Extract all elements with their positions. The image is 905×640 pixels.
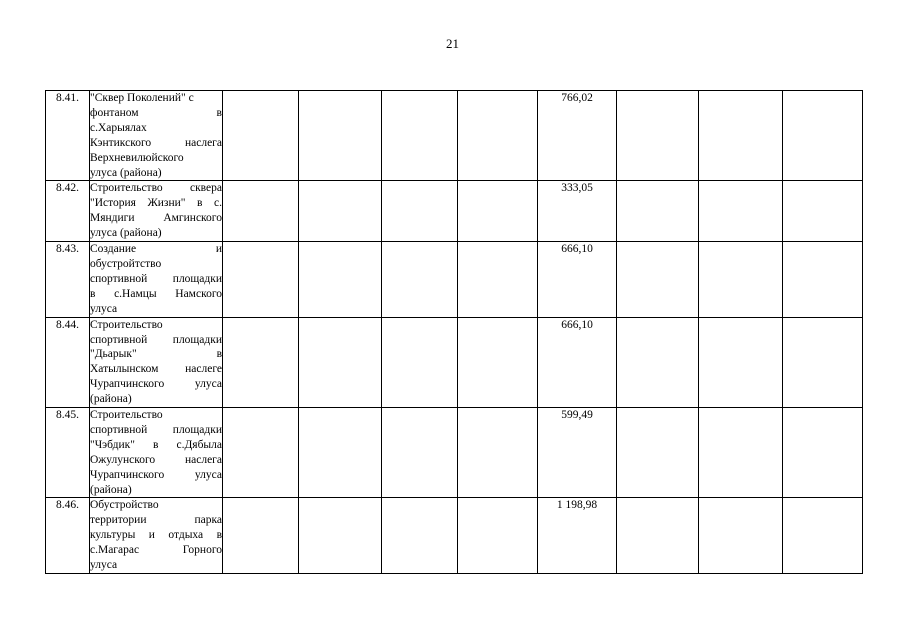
object-name [90, 91, 223, 181]
amount-cell: 766,02 [538, 91, 617, 181]
object-name-line: Чурапчинского улуса [90, 468, 222, 481]
object-name-line: фонтаном в [90, 106, 222, 119]
empty-cell [699, 242, 783, 318]
empty-cell [223, 408, 299, 498]
empty-cell [617, 498, 699, 574]
empty-cell [223, 317, 299, 407]
object-name-line: Верхневилюйского [90, 151, 184, 164]
empty-cell [617, 242, 699, 318]
empty-cell [223, 91, 299, 181]
empty-cell [299, 498, 382, 574]
table-body [46, 91, 863, 574]
table-row [46, 317, 863, 407]
empty-cell [299, 242, 382, 318]
object-name-line: с.Харыялах [90, 121, 147, 134]
object-name-line: Строительство [90, 409, 163, 422]
object-name-line: спортивной площадки [90, 423, 222, 436]
row-number: 8.43. [46, 242, 90, 318]
object-name-line: "Дьарык" в [90, 348, 222, 361]
object-name-line: (района) [90, 393, 132, 406]
empty-cell [783, 181, 863, 242]
object-name-line: Кэнтикского наслега [90, 136, 222, 149]
row-number: 8.41. [46, 91, 90, 181]
empty-cell [382, 408, 458, 498]
empty-cell [299, 408, 382, 498]
row-number: 8.45. [46, 408, 90, 498]
empty-cell [617, 91, 699, 181]
table-row [46, 498, 863, 574]
object-name-line: Ожулунского наслега [90, 453, 222, 466]
object-name-line: спортивной площадки [90, 272, 222, 285]
row-number: 8.44. [46, 317, 90, 407]
empty-cell [617, 181, 699, 242]
amount-cell: 1 198,98 [538, 498, 617, 574]
empty-cell [783, 408, 863, 498]
object-name-line: Создание и [90, 243, 222, 256]
object-name-line: обустройтство [90, 257, 162, 270]
empty-cell [382, 317, 458, 407]
object-name-line: Хатылынском наслеге [90, 363, 222, 376]
object-name-line: улуса (района) [90, 166, 162, 179]
empty-cell [458, 498, 538, 574]
object-name-line: (района) [90, 483, 132, 496]
empty-cell [299, 91, 382, 181]
row-number: 8.46. [46, 498, 90, 574]
object-name-line: с.Магарас Горного [90, 544, 222, 557]
object-name-line: Мяндиги Амгинского [90, 212, 222, 225]
object-name-line: "Чэбдик" в с.Дябыла [90, 438, 222, 451]
object-name-line: Обустройство [90, 499, 159, 512]
empty-cell [699, 91, 783, 181]
empty-cell [458, 181, 538, 242]
empty-cell [223, 242, 299, 318]
empty-cell [299, 181, 382, 242]
object-name [90, 317, 223, 407]
object-name-line: в с.Намцы Намского [90, 287, 222, 300]
object-name-line: Строительство [90, 318, 163, 331]
object-name [90, 408, 223, 498]
empty-cell [617, 408, 699, 498]
table-row [46, 181, 863, 242]
object-name-line: улуса (района) [90, 227, 162, 240]
data-table [45, 90, 863, 574]
empty-cell [617, 317, 699, 407]
amount-cell: 666,10 [538, 242, 617, 318]
object-name-line: территории парка [90, 514, 222, 527]
object-name-line: спортивной площадки [90, 333, 222, 346]
table-row [46, 91, 863, 181]
amount-cell: 599,49 [538, 408, 617, 498]
empty-cell [223, 498, 299, 574]
empty-cell [699, 408, 783, 498]
empty-cell [382, 498, 458, 574]
empty-cell [458, 408, 538, 498]
table-row [46, 242, 863, 318]
empty-cell [783, 91, 863, 181]
empty-cell [458, 242, 538, 318]
empty-cell [458, 91, 538, 181]
empty-cell [699, 181, 783, 242]
object-name [90, 498, 223, 574]
empty-cell [458, 317, 538, 407]
object-name [90, 181, 223, 242]
empty-cell [382, 242, 458, 318]
empty-cell [783, 317, 863, 407]
empty-cell [299, 317, 382, 407]
object-name-line: "История Жизни" в с. [90, 197, 222, 210]
amount-cell: 333,05 [538, 181, 617, 242]
empty-cell [783, 498, 863, 574]
amount-cell: 666,10 [538, 317, 617, 407]
object-name-line: улуса [90, 559, 118, 572]
row-number: 8.42. [46, 181, 90, 242]
object-name-line: культуры и отдыха в [90, 529, 222, 542]
empty-cell [783, 242, 863, 318]
empty-cell [382, 181, 458, 242]
page-number: 21 [446, 36, 459, 51]
object-name-line: "Сквер Поколений" с [90, 92, 194, 104]
object-name-line: улуса [90, 302, 118, 315]
object-name [90, 242, 223, 318]
empty-cell [382, 91, 458, 181]
empty-cell [699, 498, 783, 574]
table-row [46, 408, 863, 498]
object-name-line: Чурапчинского улуса [90, 378, 222, 391]
empty-cell [223, 181, 299, 242]
object-name-line: Строительство сквера [90, 182, 222, 195]
empty-cell [699, 317, 783, 407]
